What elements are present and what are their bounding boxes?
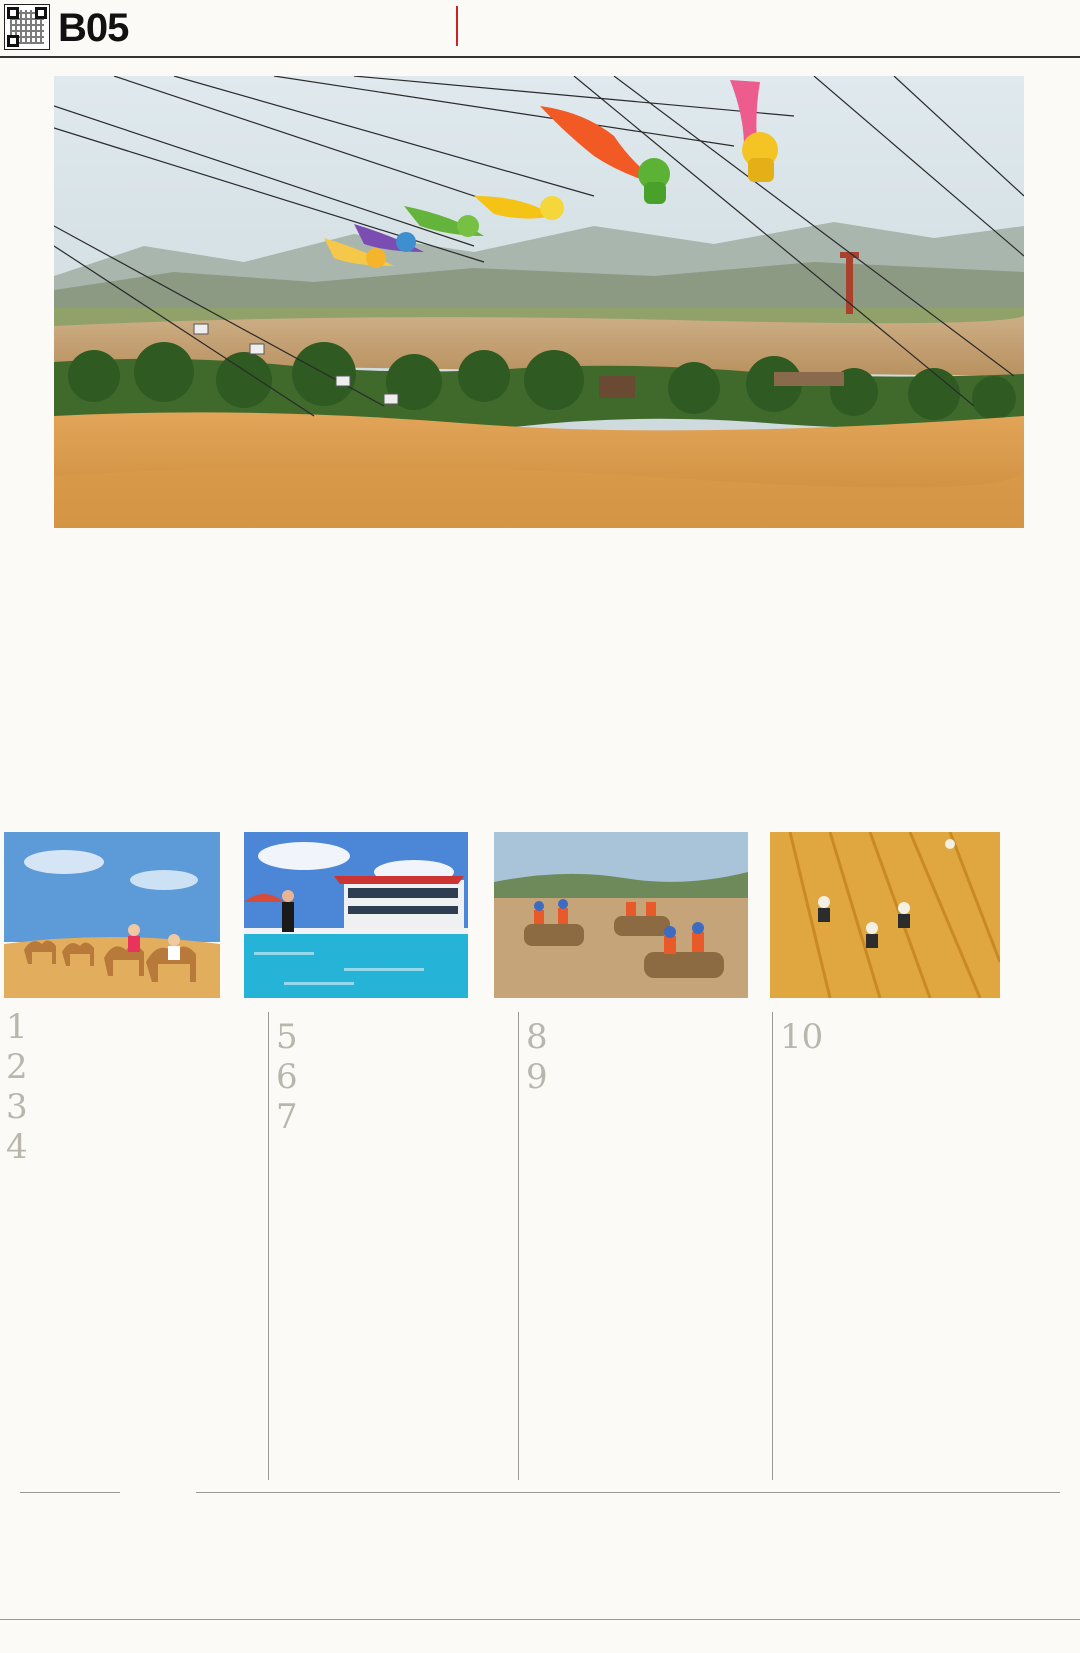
attraction-item bbox=[526, 1017, 766, 1057]
attraction-item bbox=[526, 1057, 766, 1097]
related-rule-left bbox=[20, 1492, 120, 1493]
page-number: B05 bbox=[58, 6, 129, 50]
article-column-1 bbox=[6, 1007, 264, 1172]
item-number: 6 bbox=[276, 1057, 298, 1097]
article-column-4 bbox=[780, 1012, 1074, 1062]
item-number: 1 bbox=[6, 1007, 28, 1047]
article-column-3 bbox=[526, 1012, 766, 1102]
qr-code-icon[interactable] bbox=[4, 4, 50, 50]
attraction-item bbox=[6, 1087, 264, 1127]
attraction-item bbox=[276, 1097, 510, 1137]
footer-rule bbox=[0, 1619, 1080, 1620]
item-number: 8 bbox=[526, 1017, 548, 1057]
section-divider bbox=[456, 6, 458, 46]
item-number: 2 bbox=[6, 1047, 28, 1087]
column-divider bbox=[518, 1012, 519, 1480]
column-divider bbox=[772, 1012, 773, 1480]
item-number: 9 bbox=[526, 1057, 548, 1097]
related-rule-right bbox=[196, 1492, 1060, 1493]
related-event bbox=[700, 1504, 1072, 1512]
item-number: 5 bbox=[276, 1017, 298, 1057]
header-rule bbox=[0, 56, 1080, 58]
column-divider bbox=[268, 1012, 269, 1480]
attraction-item bbox=[276, 1057, 510, 1097]
article-column-2 bbox=[276, 1012, 510, 1142]
attraction-item bbox=[276, 1017, 510, 1057]
masthead bbox=[0, 0, 1080, 54]
related-event bbox=[8, 1504, 328, 1512]
related-event bbox=[340, 1504, 660, 1512]
camel-ride-photo bbox=[4, 832, 220, 998]
sand-slide-photo bbox=[770, 832, 1000, 998]
hero-photo bbox=[54, 76, 1024, 528]
hotel-pool-photo bbox=[244, 832, 468, 998]
attraction-item bbox=[780, 1017, 1074, 1057]
attraction-item bbox=[6, 1127, 264, 1167]
item-number: 10 bbox=[780, 1017, 824, 1057]
item-number: 3 bbox=[6, 1087, 28, 1127]
raft-photo bbox=[494, 832, 748, 998]
item-number: 7 bbox=[276, 1097, 298, 1137]
attraction-item bbox=[6, 1007, 264, 1047]
attraction-item bbox=[6, 1047, 264, 1087]
item-number: 4 bbox=[6, 1127, 28, 1167]
